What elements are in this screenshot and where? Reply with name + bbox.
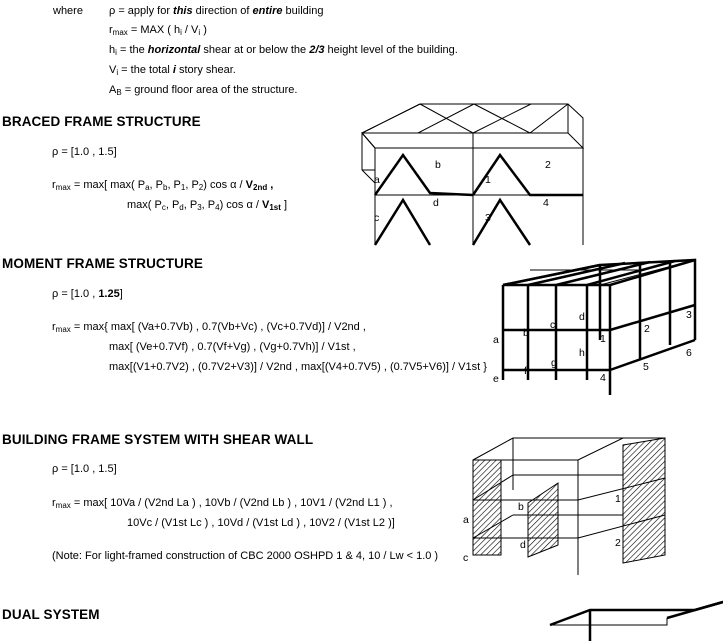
moment-label-h: h — [579, 347, 585, 359]
shearwall-note: (Note: For light-framed construction of CBC 2000 OSHPD 1 & 4, 10 / Lw < 1.0 ) — [52, 550, 439, 562]
shearwall-diagram — [458, 430, 673, 580]
moment-rho: ρ = [1.0 , 1.25] — [52, 288, 123, 300]
braced-formula-line2: max( $P_c$, $P_d$, $P_3$, $P_4$) cos α / $V_{1st}$ ] — [127, 199, 288, 212]
shearwall-label-c: c — [463, 552, 469, 564]
braced-frame-diagram — [355, 100, 595, 250]
shearwall-formula-line1: $r_{max} = \max$[ 10Va / (V2nd La ) , 10Vb / (V2nd Lb ) , 10V1 / (V2nd L1 ) , — [52, 497, 393, 510]
shearwall-label-a: a — [463, 514, 469, 526]
moment-formula-line3: max[(V1+0.7V2) , (0.7V2+V3)] / V2nd , max[(V4+0.7V5) , (0.7V5+V6)] / V1st } — [109, 361, 487, 373]
braced-label-a: a — [374, 174, 380, 186]
braced-label-3: 3 — [485, 212, 491, 224]
moment-label-4: 4 — [600, 372, 606, 384]
dual-system-diagram — [535, 600, 723, 641]
moment-label-3: 3 — [686, 309, 692, 321]
shearwall-label-2: 2 — [615, 537, 621, 549]
moment-label-a: a — [493, 334, 499, 346]
moment-label-e: e — [493, 373, 499, 385]
shearwall-label-1: 1 — [615, 493, 621, 505]
moment-label-2: 2 — [644, 323, 650, 335]
braced-label-4: 4 — [543, 197, 549, 209]
moment-label-b: b — [523, 327, 529, 339]
moment-frame-heading: MOMENT FRAME STRUCTURE — [2, 256, 203, 271]
braced-label-d: d — [433, 197, 439, 209]
ab-definition: $A_B$ = ground floor area of the structure. — [109, 84, 298, 97]
moment-label-1: 1 — [600, 333, 606, 345]
where-label: where — [53, 5, 83, 17]
moment-label-6: 6 — [686, 347, 692, 359]
moment-formula-line2: max[ (Ve+0.7Vf) , 0.7(Vf+Vg) , (Vg+0.7Vh)] / V1st , — [109, 341, 356, 353]
vi-definition: $V_i$ = the total i story shear. — [109, 64, 236, 77]
rmax-definition: $r_{max}$ = MAX ( $h_i / V_i$ ) — [109, 24, 207, 37]
braced-rho: ρ = [1.0 , 1.5] — [52, 146, 117, 158]
shearwall-heading: BUILDING FRAME SYSTEM WITH SHEAR WALL — [2, 432, 314, 447]
moment-formula-line1: $r_{max} = \max${ max[ (Va+0.7Vb) , 0.7(Vb+Vc) , (Vc+0.7Vd)] / V2nd , — [52, 321, 366, 334]
braced-label-2: 2 — [545, 159, 551, 171]
shearwall-label-b: b — [518, 501, 524, 513]
braced-label-c: c — [374, 212, 380, 224]
rho-definition: ρ = apply for this direction of entire building — [109, 5, 324, 17]
moment-frame-diagram — [490, 250, 700, 400]
shearwall-rho: ρ = [1.0 , 1.5] — [52, 463, 117, 475]
moment-label-c: c — [550, 319, 556, 331]
dual-system-heading: DUAL SYSTEM — [2, 607, 100, 622]
braced-formula-line1: $r_{max} = \max$[ max( $P_a$, $P_b$, $P_1$, $P_2$) cos α / $V_{2nd}$ , — [52, 179, 274, 192]
shearwall-label-d: d — [520, 539, 526, 551]
moment-label-5: 5 — [643, 361, 649, 373]
braced-frame-heading: BRACED FRAME STRUCTURE — [2, 114, 201, 129]
shearwall-formula-line2: 10Vc / (V1st Lc ) , 10Vd / (V1st Ld ) , 10V2 / (V1st L2 )] — [127, 517, 395, 529]
moment-label-d: d — [579, 311, 585, 323]
moment-label-f: f — [524, 365, 527, 377]
braced-label-b: b — [435, 159, 441, 171]
moment-label-g: g — [551, 357, 557, 369]
hi-definition: $h_i$ = the horizontal shear at or below the 2/3 height level of the building. — [109, 44, 458, 57]
braced-label-1: 1 — [485, 174, 491, 186]
